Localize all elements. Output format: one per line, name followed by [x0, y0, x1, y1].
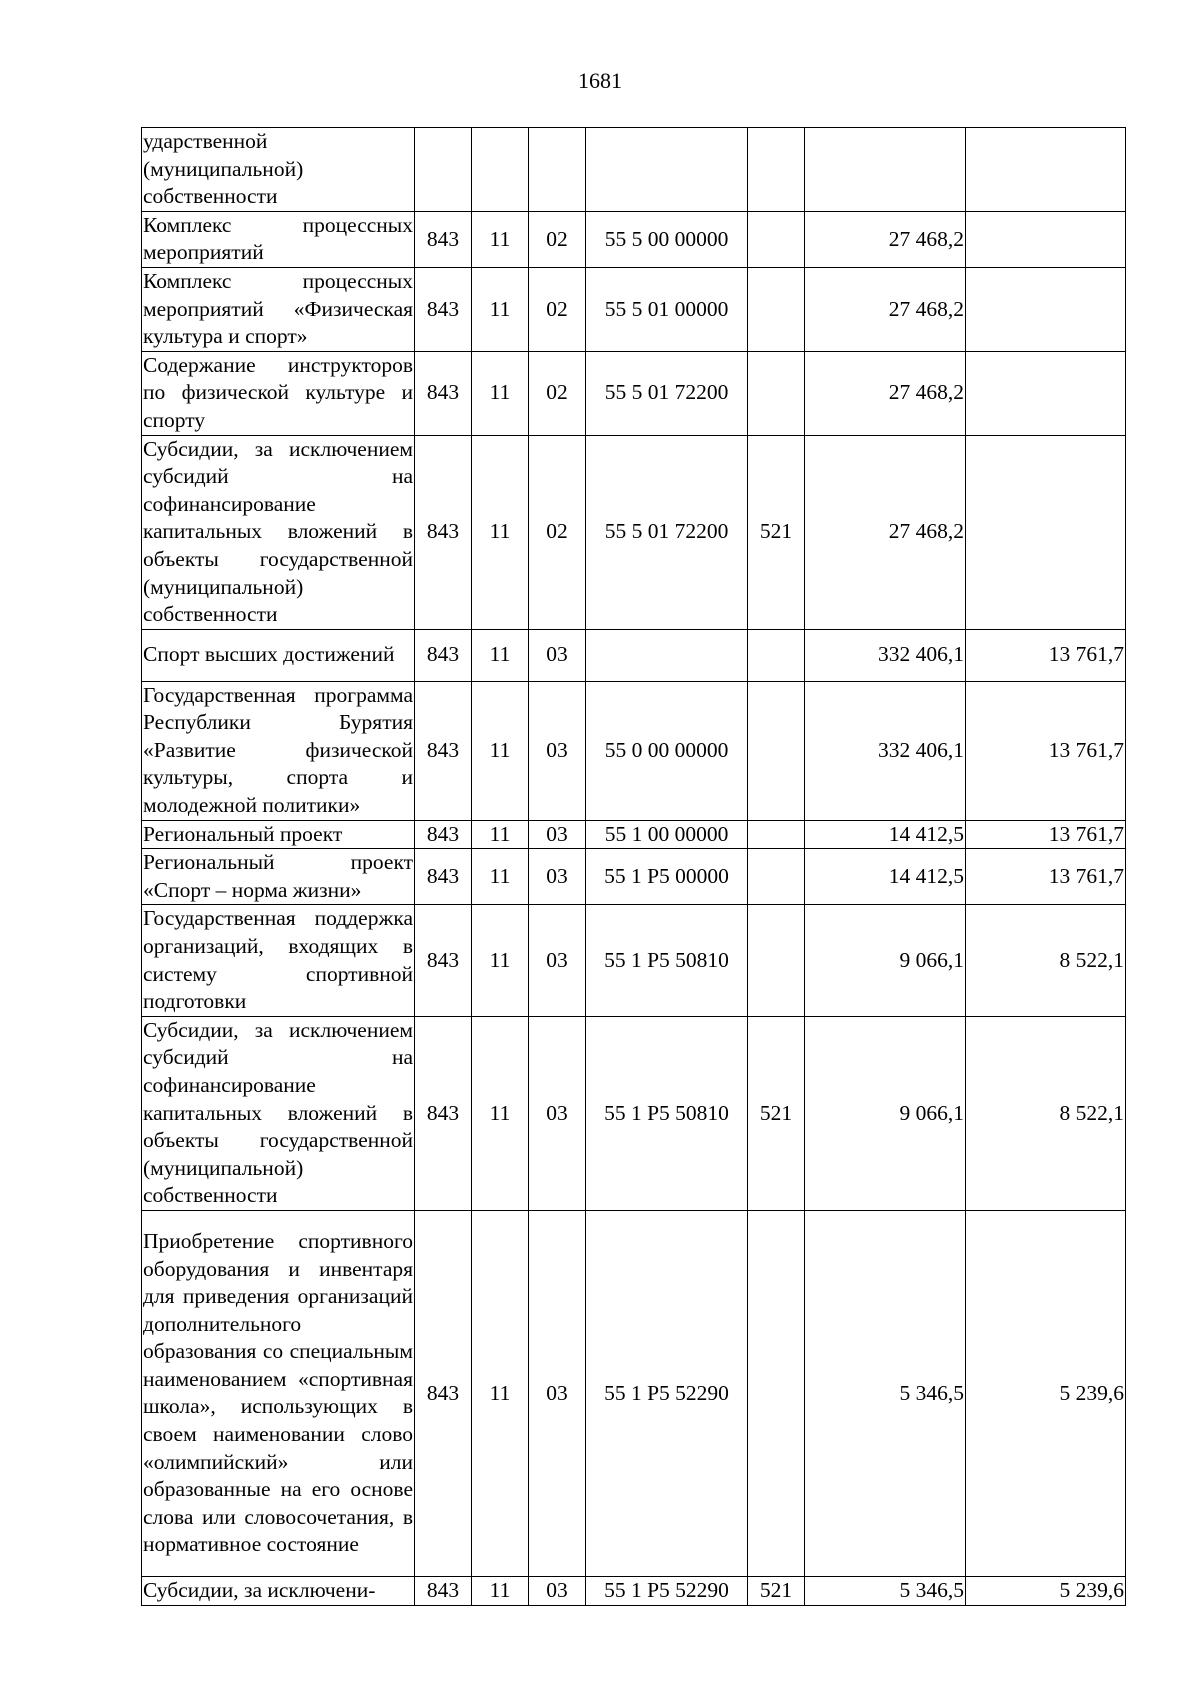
table-row [142, 1576, 1126, 1605]
cell-year-1: 14 412,5 [805, 820, 966, 849]
cell-expense-type [748, 849, 805, 905]
cell-expense-type: 521 [748, 435, 805, 629]
cell-name: Субсидии, за исключением субсидий на софинансирование капитальных вложений в объекты государственной (муниципальной) собственности [142, 435, 415, 629]
cell-name: Приобретение спортивного оборудования и инвентаря для приведения организаций дополнительного образования со специальным наименованием «спортивная школа», использующих в своем наименовании слово «олимпийский» или образованные на его основе слова или словосочетания, в нормативное состояние [142, 1210, 415, 1576]
cell-year-2 [966, 211, 1126, 267]
cell-target-article [586, 629, 748, 681]
table-row [142, 905, 1126, 1016]
cell-year-2 [966, 435, 1126, 629]
table-row [142, 1016, 1126, 1210]
cell-target-article: 55 1 P5 00000 [586, 849, 748, 905]
cell-year-1: 332 406,1 [805, 681, 966, 820]
cell-name: ударственной (муниципальной) собственности [142, 128, 415, 212]
cell-name: Комплекс процессных мероприятий «Физическая культура и спорт» [142, 267, 415, 351]
cell-year-2 [966, 128, 1126, 212]
cell-expense-type [748, 905, 805, 1016]
cell-subsection: 03 [529, 1210, 586, 1576]
cell-section [472, 128, 529, 212]
cell-section: 11 [472, 1210, 529, 1576]
cell-ministry: 843 [415, 1016, 472, 1210]
cell-expense-type [748, 820, 805, 849]
cell-subsection: 03 [529, 1576, 586, 1605]
cell-name: Региональный проект [142, 820, 415, 849]
cell-target-article: 55 5 01 72200 [586, 435, 748, 629]
cell-year-2: 13 761,7 [966, 820, 1126, 849]
cell-year-1: 9 066,1 [805, 1016, 966, 1210]
cell-ministry: 843 [415, 351, 472, 435]
cell-target-article: 55 1 P5 52290 [586, 1576, 748, 1605]
cell-year-1: 9 066,1 [805, 905, 966, 1016]
cell-section: 11 [472, 435, 529, 629]
table-row [142, 435, 1126, 629]
cell-subsection: 02 [529, 351, 586, 435]
cell-year-2: 13 761,7 [966, 629, 1126, 681]
cell-year-1: 27 468,2 [805, 351, 966, 435]
cell-section: 11 [472, 211, 529, 267]
budget-table [141, 127, 1126, 1606]
cell-ministry: 843 [415, 820, 472, 849]
cell-year-2: 13 761,7 [966, 849, 1126, 905]
cell-year-1: 27 468,2 [805, 435, 966, 629]
cell-target-article: 55 1 P5 50810 [586, 905, 748, 1016]
cell-target-article: 55 5 01 72200 [586, 351, 748, 435]
cell-expense-type [748, 211, 805, 267]
cell-section: 11 [472, 849, 529, 905]
table-row [142, 351, 1126, 435]
cell-year-2 [966, 351, 1126, 435]
cell-year-1: 27 468,2 [805, 267, 966, 351]
cell-subsection: 02 [529, 435, 586, 629]
cell-subsection: 03 [529, 849, 586, 905]
cell-target-article: 55 0 00 00000 [586, 681, 748, 820]
cell-name: Содержание инструкторов по физической культуре и спорту [142, 351, 415, 435]
cell-subsection [529, 128, 586, 212]
cell-ministry: 843 [415, 267, 472, 351]
cell-ministry: 843 [415, 629, 472, 681]
cell-subsection: 03 [529, 681, 586, 820]
cell-name: Субсидии, за исключением субсидий на софинансирование капитальных вложений в объекты государственной (муниципальной) собственности [142, 1016, 415, 1210]
cell-target-article: 55 5 01 00000 [586, 267, 748, 351]
cell-name: Региональный проект «Спорт – норма жизни» [142, 849, 415, 905]
cell-ministry: 843 [415, 1210, 472, 1576]
cell-name: Государственная поддержка организаций, входящих в систему спортивной подготовки [142, 905, 415, 1016]
cell-section: 11 [472, 267, 529, 351]
table-row [142, 629, 1126, 681]
cell-subsection: 03 [529, 1016, 586, 1210]
table-row [142, 849, 1126, 905]
cell-expense-type: 521 [748, 1016, 805, 1210]
cell-expense-type [748, 629, 805, 681]
cell-year-1: 332 406,1 [805, 629, 966, 681]
cell-expense-type [748, 128, 805, 212]
table-row [142, 128, 1126, 212]
cell-section: 11 [472, 351, 529, 435]
cell-expense-type [748, 351, 805, 435]
cell-year-1: 5 346,5 [805, 1576, 966, 1605]
cell-target-article: 55 5 00 00000 [586, 211, 748, 267]
cell-year-2: 13 761,7 [966, 681, 1126, 820]
cell-section: 11 [472, 905, 529, 1016]
cell-expense-type [748, 267, 805, 351]
table-row [142, 267, 1126, 351]
cell-section: 11 [472, 681, 529, 820]
cell-year-1: 14 412,5 [805, 849, 966, 905]
cell-ministry: 843 [415, 681, 472, 820]
cell-subsection: 03 [529, 905, 586, 1016]
cell-name: Субсидии, за исключени- [142, 1576, 415, 1605]
cell-year-2: 8 522,1 [966, 1016, 1126, 1210]
cell-name: Государственная программа Республики Бурятия «Развитие физической культуры, спорта и молодежной политики» [142, 681, 415, 820]
cell-subsection: 03 [529, 629, 586, 681]
cell-target-article [586, 128, 748, 212]
cell-year-1: 27 468,2 [805, 211, 966, 267]
table-row [142, 681, 1126, 820]
cell-name: Комплекс процессных мероприятий [142, 211, 415, 267]
cell-section: 11 [472, 1576, 529, 1605]
table-row [142, 820, 1126, 849]
cell-ministry: 843 [415, 435, 472, 629]
cell-expense-type [748, 1210, 805, 1576]
cell-ministry: 843 [415, 211, 472, 267]
budget-table-body [142, 128, 1126, 1606]
cell-year-2: 5 239,6 [966, 1576, 1126, 1605]
cell-ministry [415, 128, 472, 212]
cell-subsection: 02 [529, 211, 586, 267]
cell-expense-type [748, 681, 805, 820]
page-number: 1681 [578, 68, 622, 93]
cell-target-article: 55 1 P5 52290 [586, 1210, 748, 1576]
table-row [142, 211, 1126, 267]
table-row [142, 1210, 1126, 1576]
cell-subsection: 02 [529, 267, 586, 351]
cell-year-1: 5 346,5 [805, 1210, 966, 1576]
cell-name: Спорт высших достижений [142, 629, 415, 681]
cell-section: 11 [472, 820, 529, 849]
cell-year-2: 5 239,6 [966, 1210, 1126, 1576]
cell-target-article: 55 1 00 00000 [586, 820, 748, 849]
cell-target-article: 55 1 P5 50810 [586, 1016, 748, 1210]
cell-year-2: 8 522,1 [966, 905, 1126, 1016]
cell-ministry: 843 [415, 905, 472, 1016]
cell-ministry: 843 [415, 1576, 472, 1605]
cell-subsection: 03 [529, 820, 586, 849]
cell-section: 11 [472, 629, 529, 681]
cell-ministry: 843 [415, 849, 472, 905]
cell-year-2 [966, 267, 1126, 351]
cell-expense-type: 521 [748, 1576, 805, 1605]
cell-section: 11 [472, 1016, 529, 1210]
cell-year-1 [805, 128, 966, 212]
